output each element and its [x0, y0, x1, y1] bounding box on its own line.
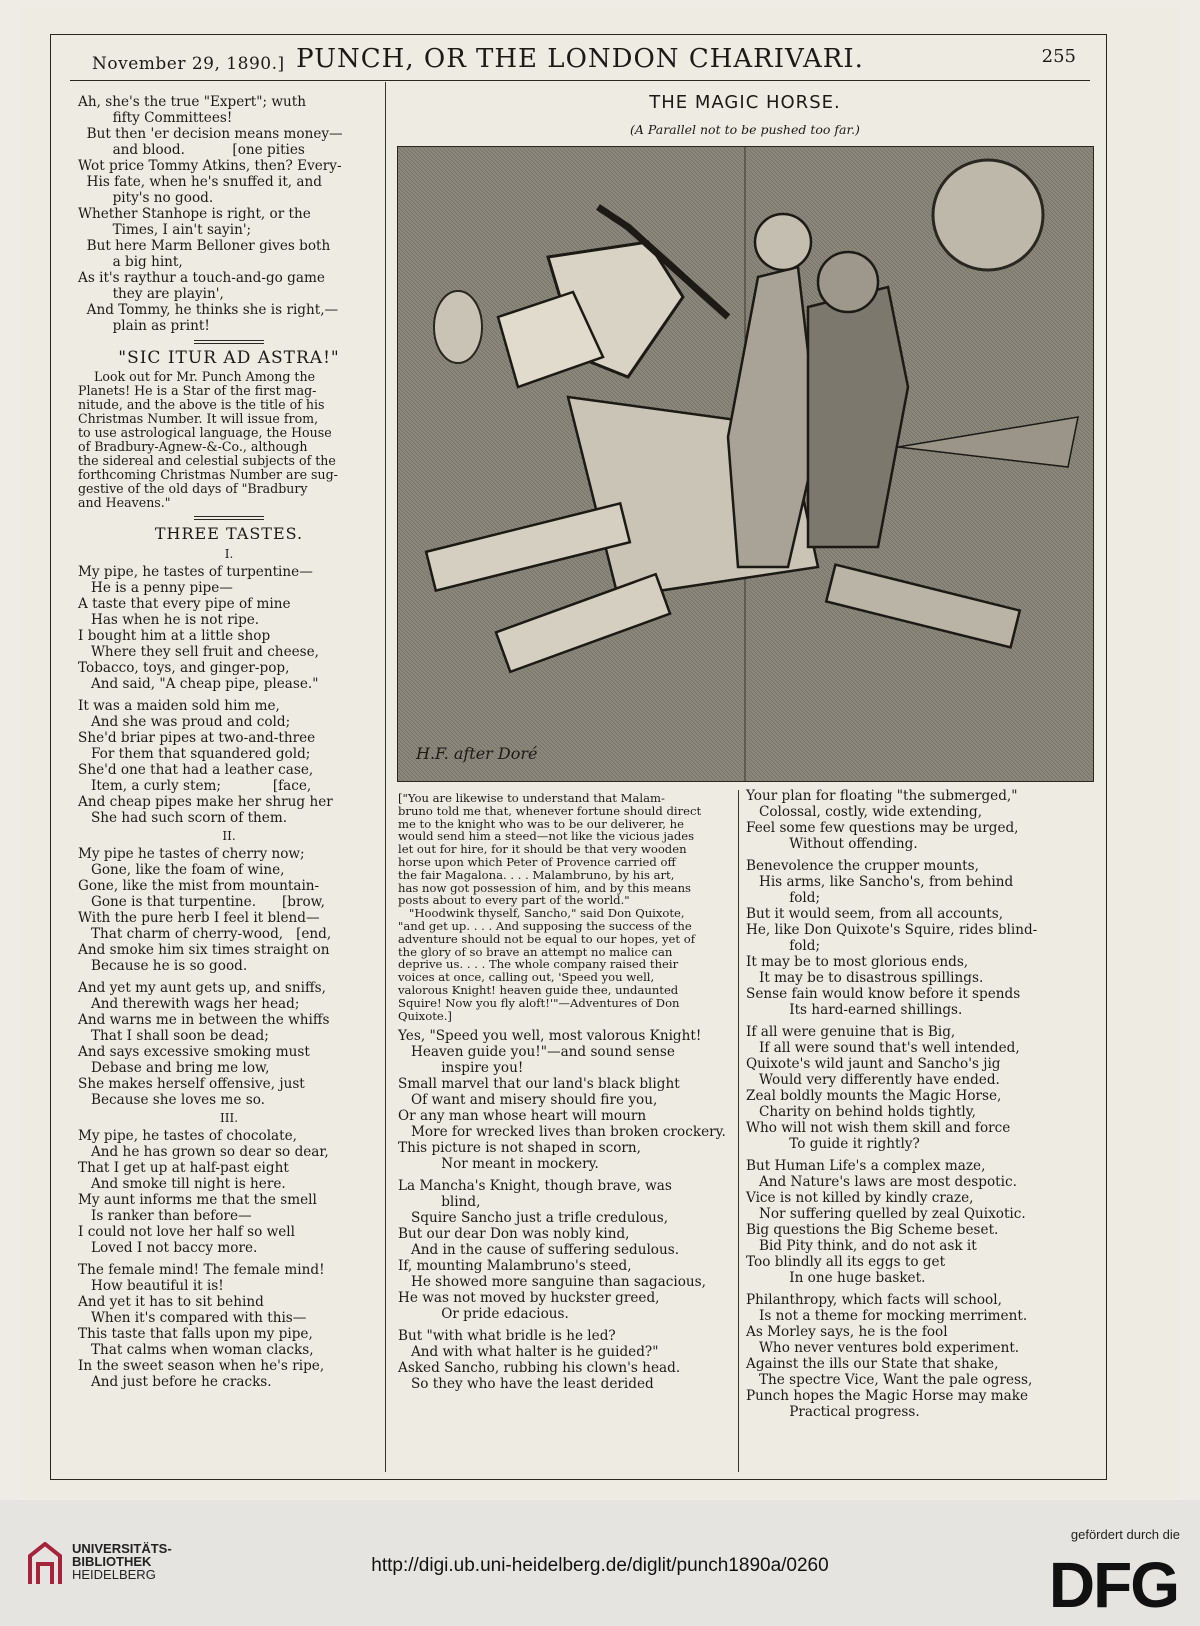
verse-line: It may be to disastrous spillings. [746, 970, 984, 986]
artist-signature: H.F. after Doré [416, 744, 538, 763]
verse-line: Benevolence the crupper mounts, [746, 858, 979, 874]
verse-line: It was a maiden sold him me, [78, 698, 280, 714]
verse-line: More for wrecked lives than broken crockery. [398, 1124, 726, 1141]
verse-line: As it's raythur a touch-and-go game [78, 270, 325, 286]
verse-line: Against the ills our State that shake, [746, 1356, 999, 1372]
verse-line: He, like Don Quixote's Squire, rides blind- [746, 922, 1038, 938]
verse-line: But our dear Don was nobly kind, [398, 1226, 630, 1243]
verse-line: And cheap pipes make her shrug her [78, 794, 333, 810]
verse-line: pity's no good. [78, 190, 214, 206]
verse-line: Is ranker than before— [78, 1208, 252, 1224]
verse-line: they are playin', [78, 286, 224, 302]
verse-line: My pipe, he tastes of turpentine— [78, 564, 313, 580]
verse-line: Charity on behind holds tightly, [746, 1104, 976, 1120]
footnote-line: horse upon which Peter of Provence carried off [398, 854, 676, 869]
section-numeral: II. [222, 829, 236, 843]
section-numeral: III. [219, 1111, 239, 1125]
paragraph-line: nitude, and the above is the title of his [78, 397, 325, 412]
verse-line: But "with what bridle is he led? [398, 1328, 616, 1345]
footnote-line: valorous Knight! heaven guide thee, undaunted [398, 982, 679, 997]
tommy-poem [78, 94, 380, 334]
verse-line: This picture is not shaped in scorn, [398, 1140, 641, 1157]
verse-line: If, mounting Malambruno's steed, [398, 1258, 632, 1275]
footnote-line: deprive us. . . . The whole company raised their [398, 957, 679, 972]
verse-line: Times, I ain't sayin'; [78, 222, 252, 238]
verse-line: How beautiful it is! [78, 1278, 224, 1294]
verse-line: Squire Sancho just a trifle credulous, [398, 1210, 669, 1227]
verse-line: And smoke till night is here. [78, 1176, 286, 1192]
verse-line: I bought him at a little shop [78, 628, 271, 644]
verse-line: He showed more sanguine than sagacious, [398, 1274, 706, 1291]
cartoon-subtitle: (A Parallel not to be pushed too far.) [630, 122, 860, 137]
verse-line: inspire you! [398, 1060, 524, 1077]
verse-line: fold; [746, 938, 821, 954]
verse-line: a big hint, [78, 254, 183, 270]
verse-line: Gone, like the mist from mountain- [78, 878, 320, 894]
verse-line: Item, a curly stem; [face, [78, 778, 312, 794]
verse-line: My pipe, he tastes of chocolate, [78, 1128, 297, 1144]
paragraph-line: to use astrological language, the House [78, 425, 332, 440]
verse-line: Of want and misery should fire you, [398, 1092, 658, 1109]
three-tastes-part-1 [78, 564, 380, 826]
verse-line: blind, [398, 1194, 481, 1211]
paragraph-line: Look out for Mr. Punch Among the [78, 369, 316, 384]
verse-line: La Mancha's Knight, though brave, was [398, 1178, 672, 1195]
verse-line: With the pure herb I feel it blend— [78, 910, 320, 926]
verse-line: When it's compared with this— [78, 1310, 307, 1326]
library-line-2: BIBLIOTHEK [72, 1554, 152, 1569]
dfg-logo: DFG [1048, 1549, 1178, 1621]
library-line-1: UNIVERSITÄTS- [72, 1541, 172, 1556]
verse-line: That charm of cherry-wood, [end, [78, 926, 332, 942]
footnote-line: Quixote.] [398, 1008, 452, 1023]
footnote-line: the fair Magalona. . . . Malambruno, by his art, [398, 867, 675, 882]
verse-line: The female mind! The female mind! [78, 1262, 325, 1278]
verse-line: That I get up at half-past eight [78, 1160, 289, 1176]
footnote-line: "and get up. . . . And supposing the success of the [398, 918, 692, 933]
middle-column [398, 792, 734, 1392]
verse-line: Where they sell fruit and cheese, [78, 644, 319, 660]
magic-horse-illustration [397, 146, 1094, 782]
verse-line: That I shall soon be dead; [78, 1028, 269, 1044]
library-line-3: HEIDELBERG [72, 1567, 156, 1582]
verse-line: And she was proud and cold; [78, 714, 291, 730]
verse-line: plain as print! [78, 318, 210, 334]
page-header [70, 44, 1090, 76]
funding-label: gefördert durch die [1070, 1527, 1180, 1542]
verse-line: Tobacco, toys, and ginger-pop, [78, 660, 290, 676]
verse-line: Vice is not killed by kindly craze, [746, 1190, 974, 1206]
verse-line: My pipe he tastes of cherry now; [78, 846, 305, 862]
illustration-svg [398, 147, 1093, 781]
footnote-line: posts about to every part of the world." [398, 893, 630, 908]
verse-line: Punch hopes the Magic Horse may make [746, 1388, 1029, 1404]
verse-line: fold; [746, 890, 821, 906]
verse-line: Philanthropy, which facts will school, [746, 1292, 1002, 1308]
verse-line: But Human Life's a complex maze, [746, 1158, 986, 1174]
verse-line: Asked Sancho, rubbing his clown's head. [398, 1360, 681, 1377]
column-divider [385, 82, 386, 1472]
verse-line: Or any man whose heart will mourn [398, 1108, 647, 1125]
verse-line: Heaven guide you!"—and sound sense [398, 1044, 675, 1061]
verse-line: She'd briar pipes at two-and-three [78, 730, 316, 746]
three-tastes-part-2 [78, 846, 380, 1108]
verse-line: Too blindly all its eggs to get [746, 1254, 946, 1270]
verse-line: And warns me in between the whiffs [78, 1012, 330, 1028]
tambourine-shape [434, 291, 482, 363]
column-divider [738, 790, 739, 1472]
verse-line: Ah, she's the true "Expert"; wuth [78, 94, 307, 110]
verse-line: And said, "A cheap pipe, please." [78, 676, 319, 692]
verse-line: If all were genuine that is Big, [746, 1024, 956, 1040]
verse-line: Debase and bring me low, [78, 1060, 270, 1076]
header-rule [70, 80, 1090, 81]
squire-cap-shape [818, 252, 878, 312]
verse-line: In the sweet season when he's ripe, [78, 1358, 325, 1374]
verse-line: Quixote's wild jaunt and Sancho's jig [746, 1056, 1001, 1072]
library-footer [0, 1500, 1200, 1626]
verse-line: Who will not wish them skill and force [746, 1120, 1011, 1136]
verse-line: And smoke him six times straight on [78, 942, 330, 958]
footnote-line: "Hoodwink thyself, Sancho," said Don Quixote, [398, 906, 685, 921]
verse-line: Yes, "Speed you well, most valorous Knight! [398, 1028, 702, 1045]
verse-line: He is a penny pipe— [78, 580, 233, 596]
verse-line: Has when he is not ripe. [78, 612, 260, 628]
verse-line: And yet it has to sit behind [78, 1294, 264, 1310]
verse-line: Zeal boldly mounts the Magic Horse, [746, 1088, 1002, 1104]
footnote-line: me to the knight who was to be our deliverer, he [398, 816, 684, 831]
paragraph-line: the sidereal and celestial subjects of the [78, 453, 336, 468]
verse-line: Colossal, costly, wide extending, [746, 804, 983, 820]
three-tastes-heading: THREE TASTES. [154, 524, 304, 543]
permalink-url[interactable]: http://digi.ub.uni-heidelberg.de/diglit/punch1890a/0260 [371, 1555, 829, 1576]
footnote-line: would send him a steed—not like the vicious jades [398, 829, 695, 844]
right-column [746, 788, 1096, 1420]
verse-line: fifty Committees! [78, 110, 233, 126]
knight-helmet-shape [755, 214, 811, 270]
verse-line: Without offending. [746, 836, 918, 852]
verse-line: A taste that every pipe of mine [78, 596, 291, 612]
verse-line: And just before he cracks. [78, 1374, 272, 1390]
footnote-line: Squire! Now you fly aloft!'"—Adventures of Don [398, 995, 680, 1010]
paragraph-line: forthcoming Christmas Number are sug- [78, 467, 338, 482]
verse-line: This taste that falls upon my pipe, [78, 1326, 313, 1342]
verse-line: Sense fain would know before it spends [746, 986, 1021, 1002]
moon-shape [933, 160, 1043, 270]
verse-line: Gone, like the foam of wine, [78, 862, 285, 878]
paragraph-line: Planets! He is a Star of the first mag- [78, 383, 317, 398]
section-separator [194, 516, 264, 520]
verse-line: So they who have the least derided [398, 1376, 654, 1393]
verse-line: As Morley says, he is the fool [746, 1324, 948, 1340]
verse-line: In one huge basket. [746, 1270, 926, 1286]
verse-line: And says excessive smoking must [78, 1044, 310, 1060]
verse-line: Its hard-earned shillings. [746, 1002, 963, 1018]
verse-line: Small marvel that our land's black blight [398, 1076, 680, 1093]
footnote-line: the glory of so brave an attempt no malice can [398, 944, 673, 959]
cartoon-title: THE MAGIC HORSE. [649, 92, 841, 113]
paragraph-line: of Bradbury-Agnew-&-Co., although [78, 439, 308, 454]
left-column [78, 94, 380, 1390]
verse-line: She'd one that had a leather case, [78, 762, 314, 778]
verse-line: Bid Pity think, and do not ask it [746, 1238, 977, 1254]
verse-line: The spectre Vice, Want the pale ogress, [746, 1372, 1033, 1388]
verse-line: Or pride edacious. [398, 1306, 569, 1323]
page-number: 255 [1041, 46, 1076, 67]
verse-line: His fate, when he's snuffed it, and [78, 174, 322, 190]
verse-line: Because he is so good. [78, 958, 248, 974]
verse-line: And he has grown so dear so dear, [78, 1144, 329, 1160]
verse-line: But here Marm Belloner gives both [78, 238, 331, 254]
three-tastes-part-3 [78, 1128, 380, 1390]
verse-line: Nor suffering quelled by zeal Quixotic. [746, 1206, 1026, 1222]
masthead-title: PUNCH, OR THE LONDON CHARIVARI. [296, 44, 864, 74]
verse-line: Is not a theme for mocking merriment. [746, 1308, 1028, 1324]
verse-line: He was not moved by huckster greed, [398, 1290, 660, 1307]
verse-line: And yet my aunt gets up, and sniffs, [78, 980, 326, 996]
verse-line: My aunt informs me that the smell [78, 1192, 317, 1208]
verse-line: Practical progress. [746, 1404, 920, 1420]
verse-line: Your plan for floating "the submerged," [746, 788, 1018, 804]
middle-verse [398, 1028, 734, 1392]
verse-line: Would very differently have ended. [746, 1072, 1000, 1088]
paragraph-line: Christmas Number. It will issue from, [78, 411, 319, 426]
paragraph-line: gestive of the old days of "Bradbury [78, 481, 308, 496]
verse-line: For them that squandered gold; [78, 746, 311, 762]
quixote-footnote [398, 792, 734, 1022]
verse-line: Feel some few questions may be urged, [746, 820, 1019, 836]
verse-line: And in the cause of suffering sedulous. [398, 1242, 680, 1259]
verse-line: and blood. [one pities [78, 142, 305, 158]
verse-line: Because she loves me so. [78, 1092, 265, 1108]
verse-line: To guide it rightly? [746, 1136, 920, 1152]
verse-line: And therewith wags her head; [78, 996, 300, 1012]
footnote-line: has now got possession of him, and by this means [398, 880, 692, 895]
verse-line: That calms when woman clacks, [78, 1342, 314, 1358]
verse-line: Whether Stanhope is right, or the [78, 206, 311, 222]
right-verse [746, 788, 1096, 1420]
section-numeral: I. [224, 547, 234, 561]
verse-line: She had such scorn of them. [78, 810, 288, 826]
footnote-line: bruno told me that, whenever fortune should direct [398, 803, 702, 818]
verse-line: And Nature's laws are most despotic. [746, 1174, 1017, 1190]
paragraph-line: and Heavens." [78, 495, 171, 510]
verse-line: Big questions the Big Scheme beset. [746, 1222, 999, 1238]
verse-line: And Tommy, he thinks she is right,— [78, 302, 339, 318]
verse-line: And with what halter is he guided?" [398, 1344, 659, 1361]
footnote-line: ["You are likewise to understand that Malam- [398, 791, 665, 805]
verse-line: Nor meant in mockery. [398, 1156, 599, 1173]
footnote-line: voices at once, calling out, 'Speed you well, [398, 970, 655, 985]
verse-line: If all were sound that's well intended, [746, 1040, 1020, 1056]
footnote-line: adventure should not be equal to our hopes, yet of [398, 931, 695, 946]
verse-line: Wot price Tommy Atkins, then? Every- [78, 158, 342, 174]
verse-line: Gone is that turpentine. [brow, [78, 894, 325, 910]
verse-line: Who never ventures bold experiment. [746, 1340, 1020, 1356]
verse-line: I could not love her half so well [78, 1224, 295, 1240]
verse-line: Loved I not baccy more. [78, 1240, 258, 1256]
section-separator [194, 340, 264, 344]
verse-line: But then 'er decision means money— [78, 126, 343, 142]
sic-itur-heading: "SIC ITUR AD ASTRA!" [118, 348, 340, 368]
verse-line: It may be to most glorious ends, [746, 954, 969, 970]
verse-line: But it would seem, from all accounts, [746, 906, 1004, 922]
verse-line: She makes herself offensive, just [78, 1076, 305, 1092]
issue-date: November 29, 1890.] [92, 54, 285, 74]
sic-itur-paragraph [78, 370, 380, 510]
verse-line: His arms, like Sancho's, from behind [746, 874, 1014, 890]
footnote-line: let out for hire, for it should be that very wooden [398, 842, 687, 857]
